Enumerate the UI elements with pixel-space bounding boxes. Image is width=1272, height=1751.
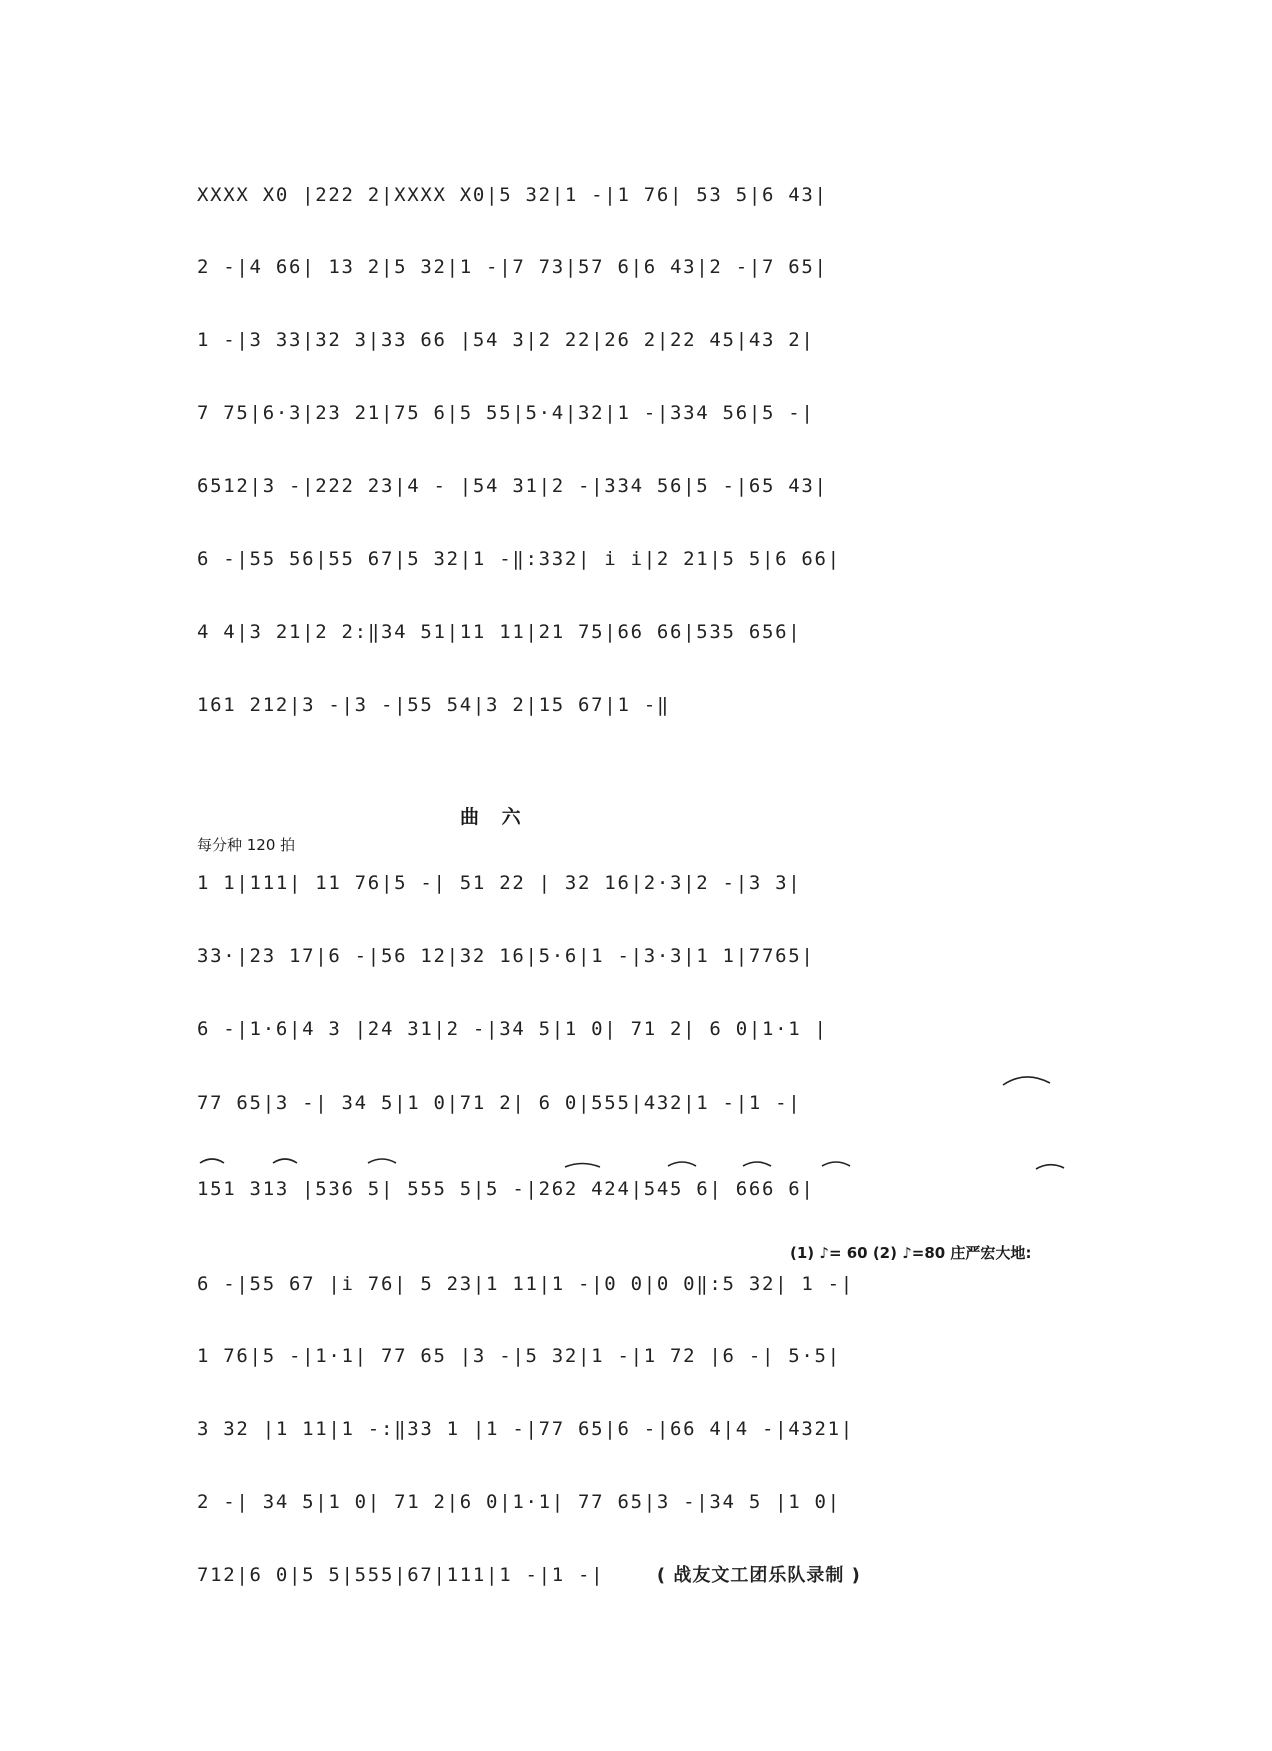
notation-row: 1 -|3 33|32 3|33 66 |54 3|2 22|26 2|22 45|43 2| — [197, 329, 815, 351]
notation-row: 4 4|3 21|2 2:‖34 51|11 11|21 75|66 66|535 656| — [197, 621, 802, 643]
notation-row: 1 1|111| 11 76|5 -| 51 22 | 32 16|2·3|2 -|3 3| — [197, 872, 802, 894]
notation-row: 7 75|6·3|23 21|75 6|5 55|5·4|32|1 -|334 56|5 -| — [197, 402, 815, 424]
notation-row: 2 -|4 66| 13 2|5 32|1 -|7 73|57 6|6 43|2 -|7 65| — [197, 256, 828, 278]
notation-row: XXXX X0 |222 2|XXXX X0|5 32|1 -|1 76| 53 5|6 43| — [197, 184, 828, 206]
notation-row: 6 -|55 56|55 67|5 32|1 -‖:332| i i|2 21|5 5|6 66| — [197, 548, 841, 570]
credit-text: ( 战友文工团乐队录制 ) — [656, 1565, 861, 1586]
tempo-marking: 每分种 120 拍 — [197, 836, 296, 854]
triplet-mark — [822, 1162, 850, 1166]
notation-row: 6512|3 -|222 23|4 - |54 31|2 -|334 56|5 -|65 43| — [197, 475, 828, 497]
notation-row: 1 76|5 -|1·1| 77 65 |3 -|5 32|1 -|1 72 |6 -| 5·5| — [197, 1345, 841, 1367]
notation-row: 6 -|1·6|4 3 |24 31|2 -|34 5|1 0| 71 2| 6 0|1·1 | — [197, 1018, 828, 1040]
triplet-mark — [200, 1159, 224, 1163]
notation-row: 151 313 |536 5| 555 5|5 -|262 424|545 6| 666 6| — [197, 1178, 815, 1200]
triplet-mark — [743, 1162, 771, 1166]
slur-mark — [1036, 1165, 1064, 1169]
slur-mark — [565, 1164, 600, 1168]
tempo-note: (1) ♪= 60 (2) ♪=80 庄严宏大地: — [790, 1244, 1032, 1262]
triplet-mark — [273, 1159, 297, 1163]
section-title: 曲 六 — [460, 806, 529, 828]
slur-mark — [1003, 1077, 1050, 1085]
notation-row: 2 -| 34 5|1 0| 71 2|6 0|1·1| 77 65|3 -|34 5 |1 0| — [197, 1491, 841, 1513]
notation-row: 33·|23 17|6 -|56 12|32 16|5·6|1 -|3·3|1 1|7765| — [197, 945, 815, 967]
notation-row: 6 -|55 67 |i 76| 5 23|1 11|1 -|0 0|0 0‖:5 32| 1 -| — [197, 1273, 854, 1295]
notation-row: 3 32 |1 11|1 -:‖33 1 |1 -|77 65|6 -|66 4|4 -|4321| — [197, 1418, 854, 1440]
notation-row: 77 65|3 -| 34 5|1 0|71 2| 6 0|555|432|1 -|1 -| — [197, 1092, 802, 1114]
triplet-mark — [368, 1159, 396, 1163]
triplet-mark — [668, 1162, 696, 1166]
notation-row-text: 712|6 0|5 5|555|67|111|1 -|1 -| — [197, 1564, 605, 1586]
notation-row: 161 212|3 -|3 -|55 54|3 2|15 67|1 -‖ — [197, 694, 671, 716]
